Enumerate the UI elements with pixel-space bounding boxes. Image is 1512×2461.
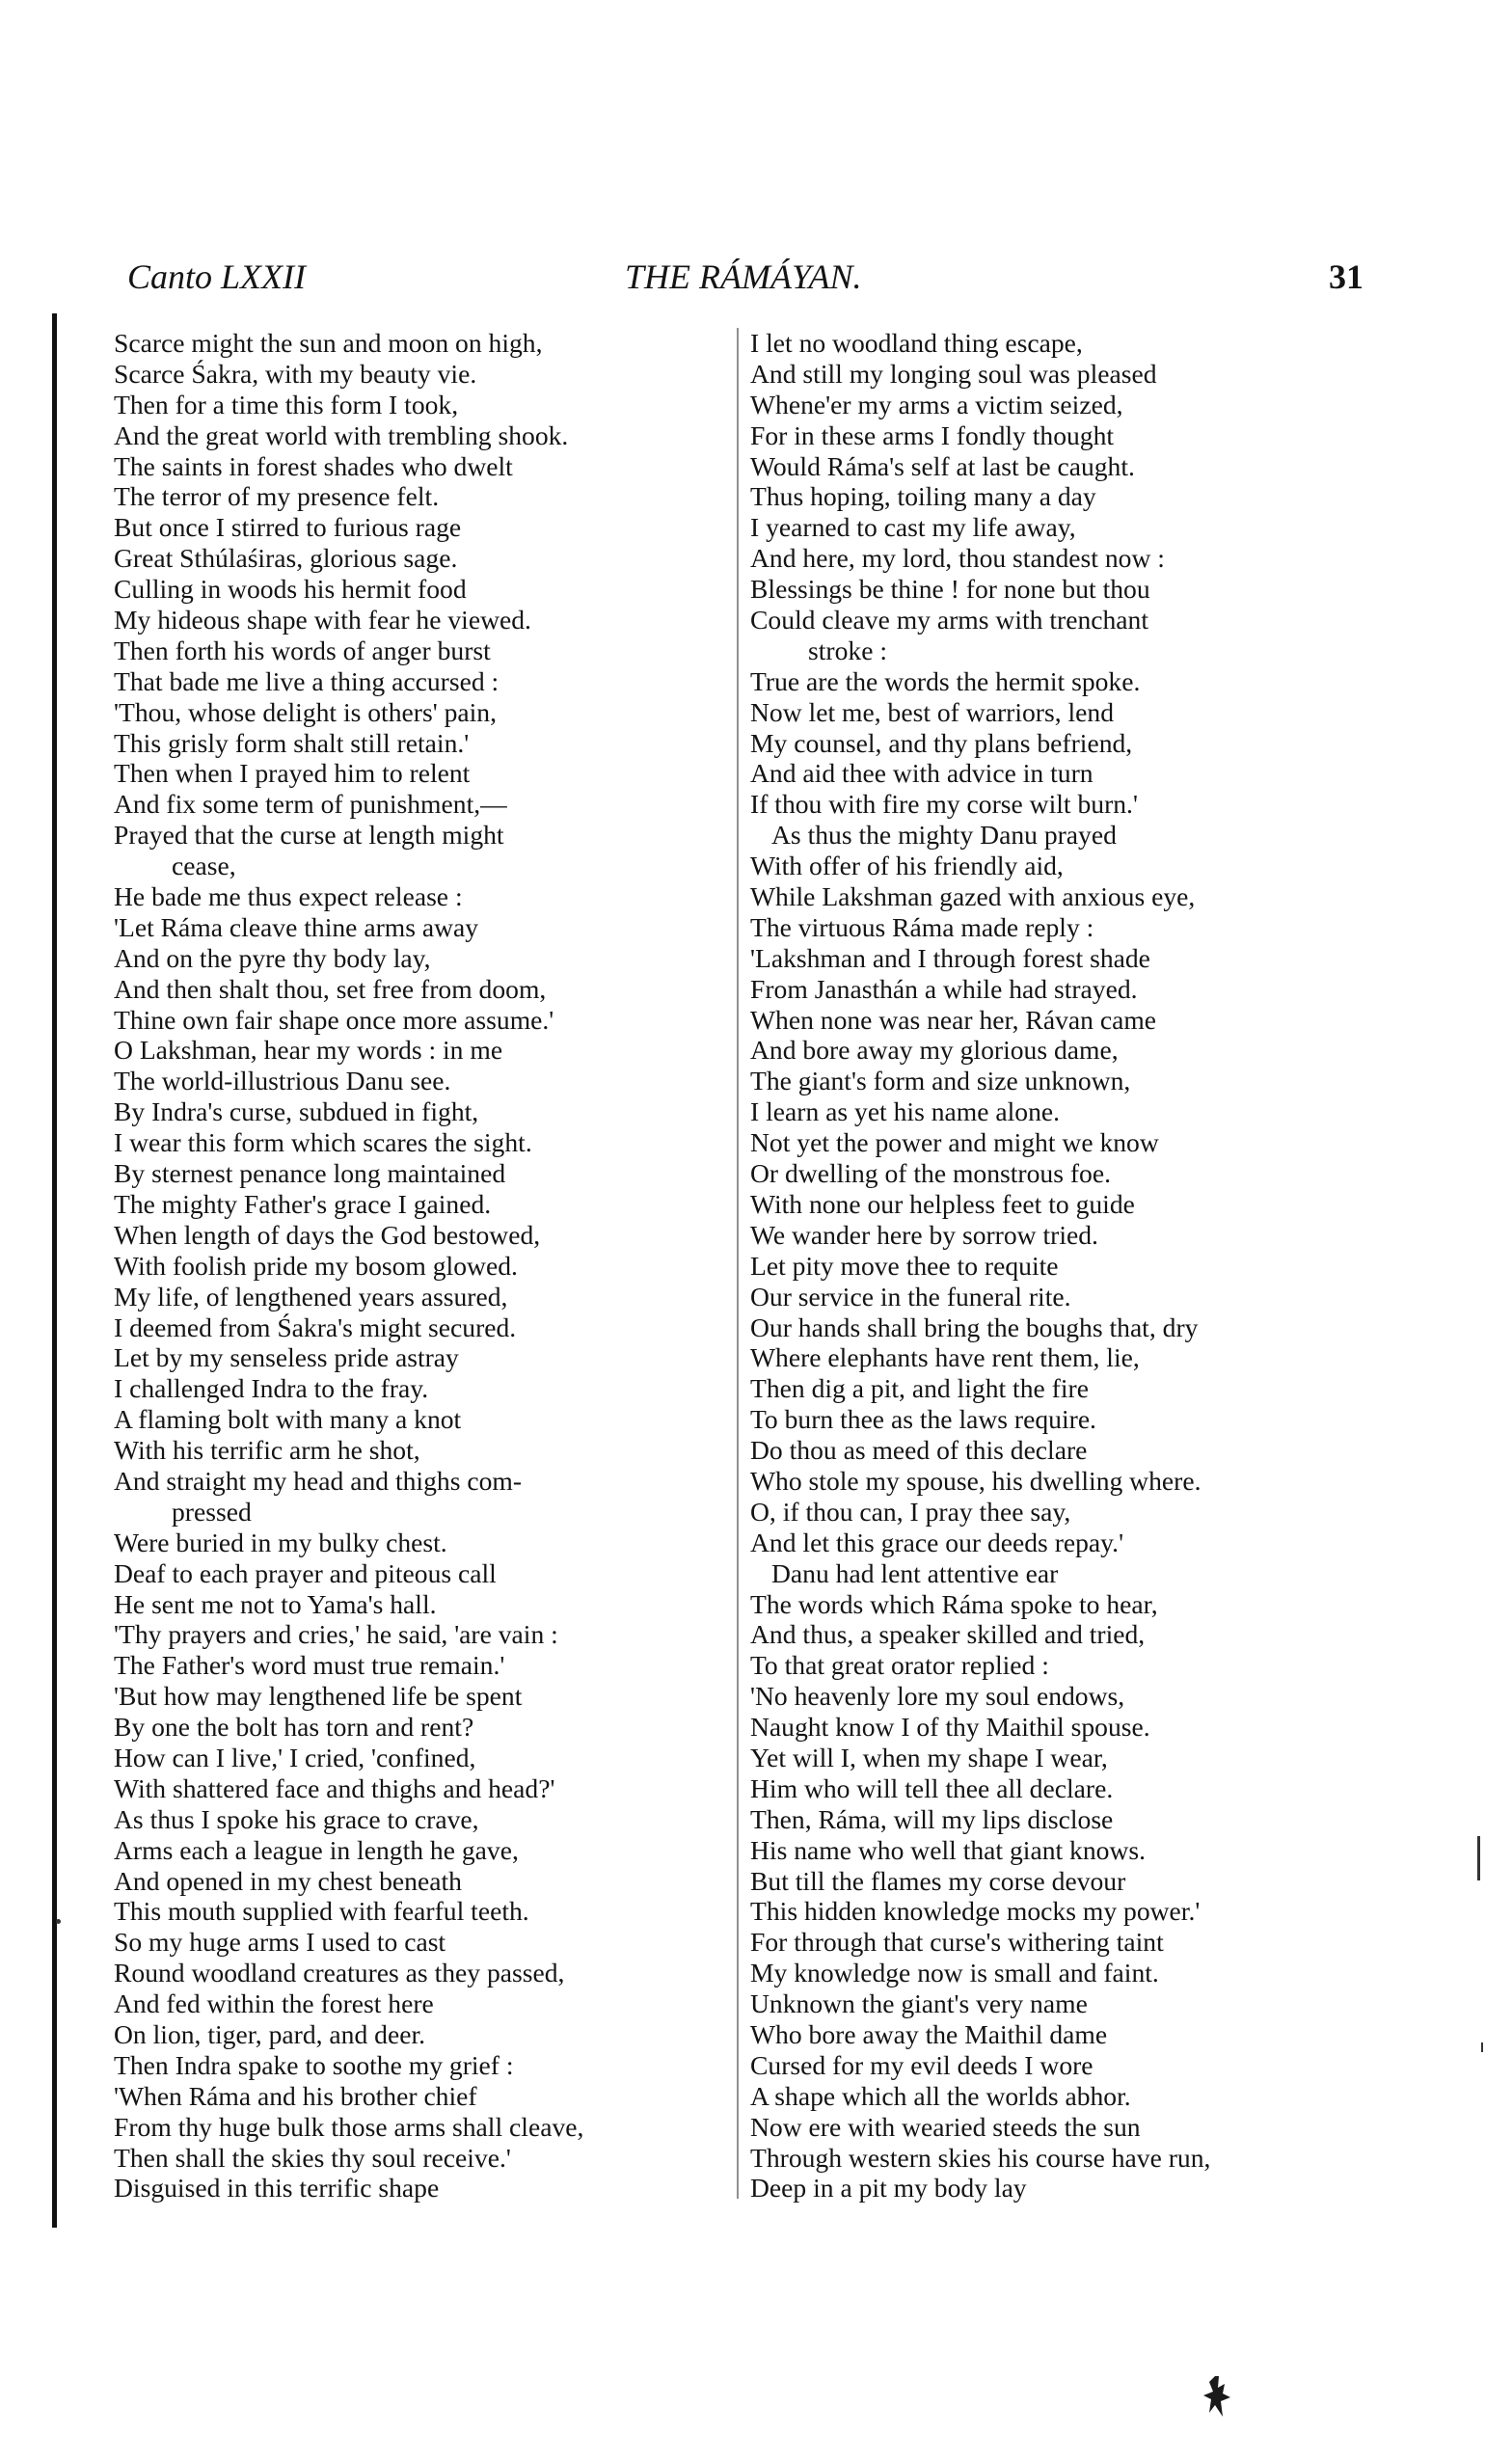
verse-line: Where elephants have rent them, lie, [750, 1342, 1140, 1373]
verse-line: 'When Ráma and his brother chief [114, 2080, 477, 2111]
verse-line: Deaf to each prayer and piteous call [114, 1557, 497, 1588]
verse-line: O Lakshman, hear my words : in me [114, 1035, 503, 1066]
verse-line: When length of days the God bestowed, [114, 1219, 541, 1250]
verse-line: Thine own fair shape once more assume.' [114, 1004, 554, 1035]
page-edge-rule [52, 313, 57, 2228]
verse-line: And still my longing soul was pleased [750, 358, 1157, 389]
verse-line: By one the bolt has torn and rent? [114, 1712, 474, 1743]
verse-line: Cursed for my evil deeds I wore [750, 2049, 1094, 2080]
verse-line: Then for a time this form I took, [114, 389, 459, 419]
verse-line: Could cleave my arms with trenchant [750, 605, 1149, 636]
verse-line: Then forth his words of anger burst [114, 635, 491, 665]
page-number: 31 [1329, 257, 1364, 296]
verse-line: Who stole my spouse, his dwelling where. [750, 1465, 1202, 1496]
verse-line: Through western skies his course have run, [750, 2142, 1211, 2173]
verse-line: Scarce might the sun and moon on high, [114, 328, 543, 358]
canto-label: Canto LXXII [127, 257, 306, 296]
verse-line: This mouth supplied with fearful teeth. [114, 1896, 529, 1927]
verse-line: From thy huge bulk those arms shall cleave, [114, 2111, 584, 2142]
verse-line: And let this grace our deeds repay.' [750, 1527, 1124, 1557]
book-title: THE RÁMÁYAN. [625, 257, 862, 296]
verse-line: This hidden knowledge mocks my power.' [750, 1896, 1201, 1927]
verse-line: But once I stirred to furious rage [114, 512, 462, 543]
verse-line: Do thou as meed of this declare [750, 1435, 1088, 1466]
verse-line: Great Sthúlaśiras, glorious sage. [114, 543, 458, 574]
verse-line: This grisly form shalt still retain.' [114, 727, 470, 758]
verse-line: I deemed from Śakra's might secured. [114, 1312, 517, 1342]
verse-line: Prayed that the curse at length might [114, 820, 504, 851]
verse-line: The giant's form and size unknown, [750, 1066, 1131, 1096]
verse-line: So my huge arms I used to cast [114, 1927, 446, 1958]
verse-line: Or dwelling of the monstrous foe. [750, 1158, 1111, 1189]
verse-line: Scarce Śakra, with my beauty vie. [114, 358, 477, 389]
verse-line: But till the flames my corse devour [750, 1865, 1126, 1896]
verse-line: Thus hoping, toiling many a day [750, 481, 1096, 512]
verse-line: By Indra's curse, subdued in fight, [114, 1096, 479, 1127]
verse-line: Then Indra spake to soothe my grief : [114, 2049, 514, 2080]
verse-line: The saints in forest shades who dwelt [114, 450, 513, 481]
verse-line: I learn as yet his name alone. [750, 1096, 1061, 1127]
verse-line: By sternest penance long maintained [114, 1158, 506, 1189]
verse-line: Deep in a pit my body lay [750, 2173, 1027, 2204]
verse-line: 'No heavenly lore my soul endows, [750, 1681, 1125, 1712]
verse-line: And fed within the forest here [114, 1988, 434, 2019]
verse-line: He bade me thus expect release : [114, 881, 463, 912]
verse-line: Not yet the power and might we know [750, 1127, 1159, 1158]
verse-line: Yet will I, when my shape I wear, [750, 1742, 1108, 1772]
verse-line: A flaming bolt with many a knot [114, 1404, 462, 1435]
verse-line: My counsel, and thy plans befriend, [750, 727, 1133, 758]
verse-line: The terror of my presence felt. [114, 481, 440, 512]
verse-line: With offer of his friendly aid, [750, 851, 1064, 881]
verse-line: Would Ráma's self at last be caught. [750, 450, 1135, 481]
verse-line: With none our helpless feet to guide [750, 1188, 1135, 1219]
verse-line: Arms each a league in length he gave, [114, 1834, 519, 1865]
verse-line: When none was near her, Rávan came [750, 1004, 1157, 1035]
verse-line: We wander here by sorrow tried. [750, 1219, 1098, 1250]
verse-line: And aid thee with advice in turn [750, 758, 1094, 789]
verse-line: Were buried in my bulky chest. [114, 1527, 447, 1557]
verse-line: As thus I spoke his grace to crave, [114, 1803, 479, 1834]
verse-line: I let no woodland thing escape, [750, 328, 1083, 358]
verse-line: A shape which all the worlds abhor. [750, 2080, 1131, 2111]
verse-line: 'Thy prayers and cries,' he said, 'are vain : [114, 1619, 558, 1650]
verse-line: Now ere with wearied steeds the sun [750, 2111, 1141, 2142]
verse-line: The Father's word must true remain.' [114, 1650, 505, 1681]
verse-line: And straight my head and thighs com- [114, 1465, 523, 1496]
verse-line: pressed [172, 1496, 252, 1527]
verse-line: Our hands shall bring the boughs that, dry [750, 1312, 1199, 1342]
verse-line: Now let me, best of warriors, lend [750, 696, 1115, 727]
verse-line: stroke : [808, 635, 887, 665]
verse-line: To burn thee as the laws require. [750, 1404, 1096, 1435]
verse-line: 'Thou, whose delight is others' pain, [114, 696, 497, 727]
verse-line: The mighty Father's grace I gained. [114, 1188, 492, 1219]
left-verse-column [114, 328, 731, 2204]
verse-line: Culling in woods his hermit food [114, 574, 467, 605]
running-header [127, 257, 1364, 299]
verse-line: His name who well that giant knows. [750, 1834, 1147, 1865]
verse-line: With shattered face and thighs and head?' [114, 1772, 555, 1803]
verse-line: My hideous shape with fear he viewed. [114, 605, 531, 636]
verse-line: From Janasthán a while had strayed. [750, 973, 1138, 1004]
verse-line: I challenged Indra to the fray. [114, 1373, 429, 1404]
verse-line: With his terrific arm he shot, [114, 1435, 420, 1466]
verse-line: Who bore away the Maithil dame [750, 2018, 1108, 2049]
verse-line: cease, [172, 851, 236, 881]
verse-line: As thus the mighty Danu prayed [771, 820, 1117, 851]
verse-line: Naught know I of thy Maithil spouse. [750, 1712, 1150, 1743]
verse-line: Round woodland creatures as they passed, [114, 1958, 565, 1988]
verse-line: For through that curse's withering taint [750, 1927, 1164, 1958]
verse-line: Danu had lent attentive ear [771, 1557, 1059, 1588]
verse-line: 'But how may lengthened life be spent [114, 1681, 523, 1712]
verse-line: And here, my lord, thou standest now : [750, 543, 1165, 574]
verse-line: And opened in my chest beneath [114, 1865, 462, 1896]
verse-line: And the great world with trembling shook. [114, 419, 569, 450]
verse-line: Then dig a pit, and light the fire [750, 1373, 1089, 1404]
verse-line: Him who will tell thee all declare. [750, 1772, 1114, 1803]
verse-line: Let by my senseless pride astray [114, 1342, 459, 1373]
verse-line: The words which Ráma spoke to hear, [750, 1588, 1158, 1619]
verse-line: Then shall the skies thy soul receive.' [114, 2142, 511, 2173]
verse-line: Disguised in this terrific shape [114, 2173, 440, 2204]
verse-line: My life, of lengthened years assured, [114, 1281, 508, 1312]
ornament-icon [1198, 2374, 1236, 2419]
verse-line: Then, Ráma, will my lips disclose [750, 1803, 1114, 1834]
verse-line: And fix some term of punishment,— [114, 789, 507, 820]
margin-dot [56, 1919, 61, 1924]
verse-line: He sent me not to Yama's hall. [114, 1588, 437, 1619]
verse-line: True are the words the hermit spoke. [750, 665, 1141, 696]
verse-line: And thus, a speaker skilled and tried, [750, 1619, 1146, 1650]
verse-line: If thou with fire my corse wilt burn.' [750, 789, 1138, 820]
verse-line: I wear this form which scares the sight. [114, 1127, 532, 1158]
verse-line: That bade me live a thing accursed : [114, 665, 500, 696]
verse-line: My knowledge now is small and faint. [750, 1958, 1159, 1988]
verse-line: Then when I prayed him to relent [114, 758, 471, 789]
margin-tick [1481, 2042, 1483, 2052]
verse-line: To that great orator replied : [750, 1650, 1049, 1681]
verse-line: The virtuous Ráma made reply : [750, 911, 1094, 942]
verse-line: Whene'er my arms a victim seized, [750, 389, 1123, 419]
verse-line: Blessings be thine ! for none but thou [750, 574, 1150, 605]
margin-mark [1477, 1836, 1480, 1880]
column-gutter-rule [737, 328, 739, 2199]
verse-line: On lion, tiger, pard, and deer. [114, 2018, 426, 2049]
verse-line: Unknown the giant's very name [750, 1988, 1088, 2019]
verse-line: I yearned to cast my life away, [750, 512, 1076, 543]
verse-line: With foolish pride my bosom glowed. [114, 1250, 518, 1281]
verse-line: O, if thou can, I pray thee say, [750, 1496, 1071, 1527]
verse-line: And then shalt thou, set free from doom, [114, 973, 547, 1004]
verse-line: How can I live,' I cried, 'confined, [114, 1742, 476, 1772]
verse-line: Our service in the funeral rite. [750, 1281, 1071, 1312]
verse-line: And bore away my glorious dame, [750, 1035, 1119, 1066]
verse-line: 'Lakshman and I through forest shade [750, 942, 1150, 973]
verse-line: The world-illustrious Danu see. [114, 1066, 451, 1096]
verse-line: While Lakshman gazed with anxious eye, [750, 881, 1196, 912]
verse-line: And on the pyre thy body lay, [114, 942, 431, 973]
verse-line: 'Let Ráma cleave thine arms away [114, 911, 479, 942]
right-verse-column [750, 328, 1367, 2204]
verse-line: For in these arms I fondly thought [750, 419, 1115, 450]
verse-line: Let pity move thee to requite [750, 1250, 1059, 1281]
